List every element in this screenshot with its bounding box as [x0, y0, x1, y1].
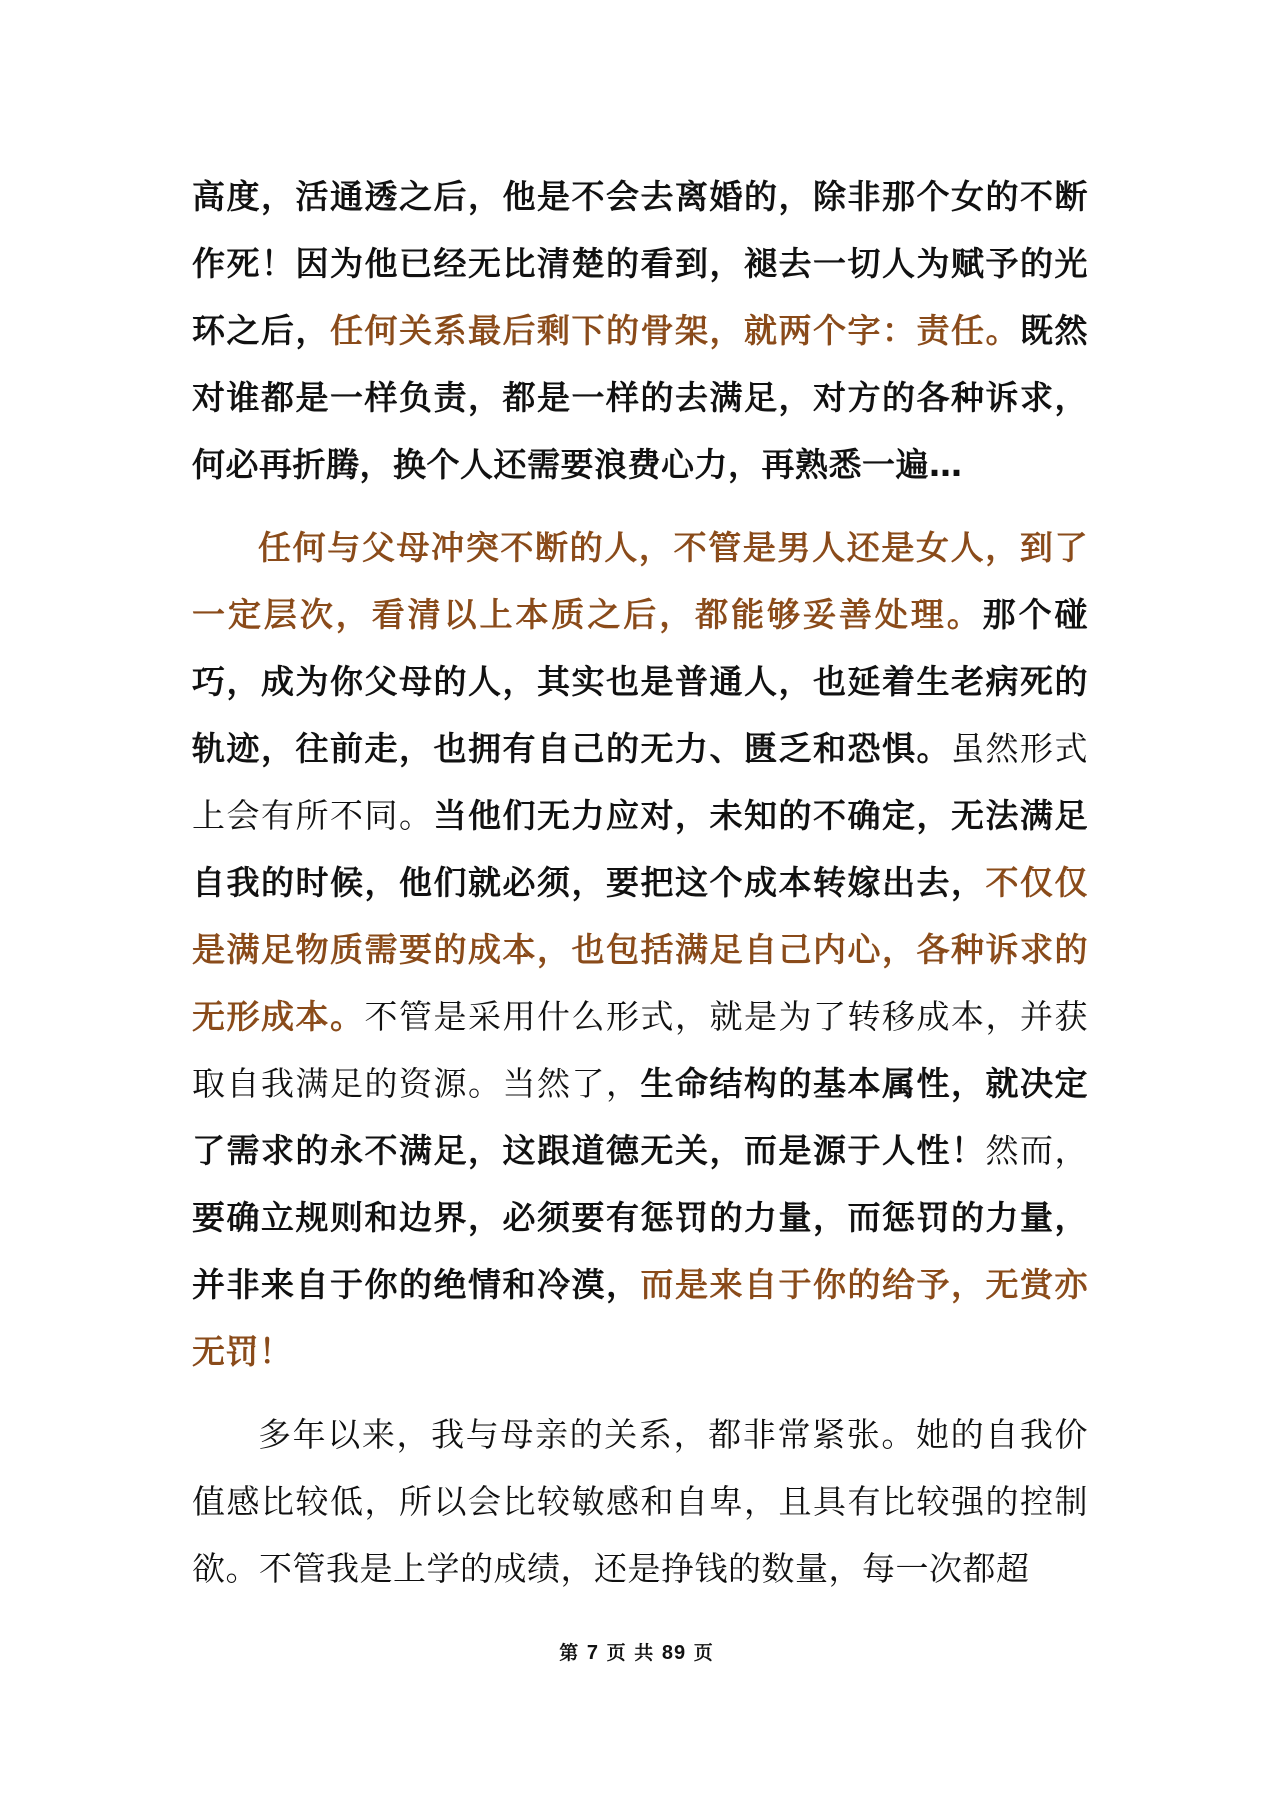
- highlighted-text: 任何与父母冲突不断的人，不管是男人还是女人，到了一定层次，看清以上本质之后，都能够妥善处理。: [192, 528, 1088, 634]
- plain-text: 不管是采用什么形式，就是为了转移成本，并获取自我满足的资源。当然了，: [192, 997, 1088, 1103]
- body-text: [192, 163, 1088, 1602]
- highlighted-text: 不仅仅是满足物质需要的成本，也包括满足自己内心，各种诉求的无形成本。: [192, 863, 1088, 1036]
- footer-suffix: 页: [693, 1642, 714, 1664]
- plain-text: 然而，: [985, 1131, 1088, 1170]
- footer-prefix: 第: [559, 1642, 580, 1664]
- bold-text: 那个碰巧，成为你父母的人，其实也是普通人，也延着生老病死的轨迹，往前走，也拥有自己的无力、匮乏和恐惧。: [192, 595, 1088, 768]
- bold-text: 生命结构的基本属性，就决定了需求的永不满足，这跟道德无关，而是源于人性！: [192, 1064, 1088, 1170]
- plain-text: 多年以来，我与母亲的关系，都非常紧张。她的自我价值感比较低，所以会比较敏感和自卑，且具有比较强的控制欲。不管我是上学的成绩，还是挣钱的数量，每一次都超: [192, 1415, 1088, 1588]
- bold-text: 既然对谁都是一样负责，都是一样的去满足，对方的各种诉求，何必再折腾，换个人还需要浪费心力，再熟悉一遍…: [192, 311, 1088, 484]
- bold-text: 高度，活通透之后，他是不会去离婚的，除非那个女的不断作死！因为他已经无比清楚的看到，褪去一切人为赋予的光环之后，: [192, 177, 1088, 350]
- paragraph: [192, 163, 1088, 498]
- paragraph: [192, 514, 1088, 1385]
- total-pages-number: 89: [661, 1642, 687, 1664]
- highlighted-text: 而是来自于你的给予，无赏亦无罚！: [192, 1265, 1088, 1371]
- highlighted-text: 任何关系最后剩下的骨架，就两个字：责任。: [330, 311, 1020, 350]
- bold-text: 要确立规则和边界，必须要有惩罚的力量，而惩罚的力量，并非来自于你的绝情和冷漠，: [192, 1198, 1088, 1304]
- plain-text: 虽然形式上会有所不同。: [192, 729, 1088, 835]
- paragraph: [192, 1401, 1088, 1602]
- footer-mid: 页 共: [606, 1642, 655, 1664]
- bold-text: 当他们无力应对，未知的不确定，无法满足自我的时候，他们就必须，要把这个成本转嫁出去，: [192, 796, 1088, 902]
- page-footer: [0, 1638, 1273, 1665]
- current-page-number: 7: [586, 1642, 599, 1664]
